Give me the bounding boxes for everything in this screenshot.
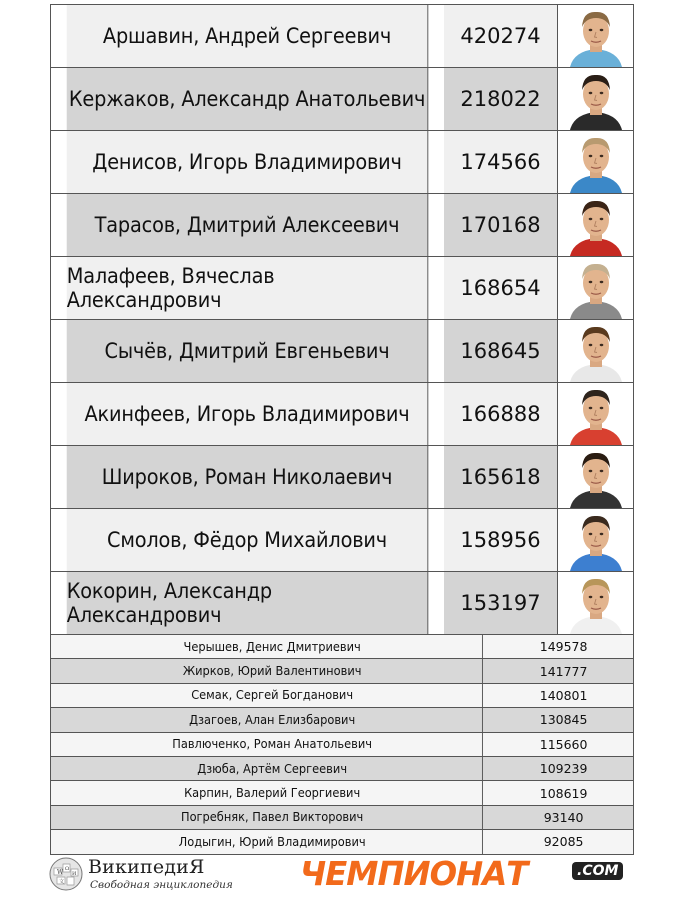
wikipedia-subtitle: Свободная энциклопедия — [90, 879, 233, 891]
player-name: Широков, Роман Николаевич — [67, 446, 429, 508]
player-name: Тарасов, Дмитрий Алексеевич — [67, 194, 429, 256]
table-row — [51, 635, 634, 659]
table-row — [51, 509, 634, 572]
player-photo — [558, 194, 634, 256]
other-players-list — [51, 635, 634, 855]
player-photo — [558, 320, 634, 382]
player-photo-malafeev — [566, 257, 626, 319]
table-row — [51, 830, 634, 854]
player-name: Семак, Сергей Богданович — [62, 684, 483, 707]
player-score: 92085 — [494, 830, 634, 853]
championat-logo-suffix: .COM — [572, 862, 623, 880]
table-row — [51, 733, 634, 757]
player-photo — [558, 5, 634, 67]
player-photo — [558, 68, 634, 130]
player-name: Денисов, Игорь Владимирович — [67, 131, 429, 193]
player-score: 218022 — [444, 68, 558, 130]
table-row — [51, 5, 634, 68]
player-photo-kokorin — [566, 572, 626, 634]
player-name: Кокорин, Александр Александрович — [67, 572, 429, 634]
table-row — [51, 572, 634, 635]
table-row — [51, 446, 634, 509]
table-row — [51, 194, 634, 257]
svg-text:Ω: Ω — [65, 866, 70, 872]
player-name: Карпин, Валерий Георгиевич — [62, 781, 483, 804]
player-name: Смолов, Фёдор Михайлович — [67, 509, 429, 571]
player-score: 420274 — [444, 5, 558, 67]
player-score: 149578 — [494, 635, 634, 658]
player-score: 130845 — [494, 708, 634, 731]
svg-text:W: W — [57, 869, 64, 876]
wikipedia-globe-icon — [48, 856, 84, 892]
player-photo-sychev — [566, 320, 626, 382]
player-name: Дзюба, Артём Сергеевич — [62, 757, 483, 780]
table-row — [51, 383, 634, 446]
player-photo-shirokov — [566, 446, 626, 508]
footer-logos — [0, 852, 680, 898]
player-score: 170168 — [444, 194, 558, 256]
player-photo-denisov — [566, 131, 626, 193]
player-score: 158956 — [444, 509, 558, 571]
player-score: 93140 — [494, 806, 634, 829]
table-row — [51, 320, 634, 383]
player-photo — [558, 446, 634, 508]
table-row — [51, 781, 634, 805]
player-name: Кержаков, Александр Анатольевич — [67, 68, 429, 130]
player-score: 168654 — [444, 257, 558, 319]
wikipedia-title: ВикипедиЯ — [88, 856, 205, 878]
player-score: 141777 — [494, 659, 634, 682]
table-row — [51, 708, 634, 732]
player-photo — [558, 572, 634, 634]
player-photo — [558, 131, 634, 193]
player-name: Дзагоев, Алан Елизбарович — [62, 708, 483, 731]
player-score: 140801 — [494, 684, 634, 707]
player-name: Сычёв, Дмитрий Евгеньевич — [67, 320, 429, 382]
player-photo — [558, 383, 634, 445]
ranking-table — [50, 4, 634, 855]
table-row — [51, 757, 634, 781]
player-photo-kerzhakov — [566, 68, 626, 130]
player-photo — [558, 257, 634, 319]
player-photo — [558, 509, 634, 571]
player-name: Черышев, Денис Дмитриевич — [62, 635, 483, 658]
player-photo-arshavin — [566, 5, 626, 67]
wikipedia-logo[interactable] — [48, 856, 238, 894]
player-photo-akinfeev — [566, 383, 626, 445]
player-name: Погребняк, Павел Викторович — [62, 806, 483, 829]
player-name: Акинфеев, Игорь Владимирович — [67, 383, 429, 445]
player-score: 153197 — [444, 572, 558, 634]
player-photo-tarasov — [566, 194, 626, 256]
player-score: 168645 — [444, 320, 558, 382]
player-photo-smolov — [566, 509, 626, 571]
player-score: 166888 — [444, 383, 558, 445]
player-score: 115660 — [494, 733, 634, 756]
svg-text:文: 文 — [59, 879, 65, 885]
player-name: Малафеев, Вячеслав Александрович — [67, 257, 429, 319]
player-score: 165618 — [444, 446, 558, 508]
player-score: 109239 — [494, 757, 634, 780]
table-row — [51, 684, 634, 708]
player-name: Жирков, Юрий Валентинович — [62, 659, 483, 682]
championat-logo-text: ЧЕМПИОНАТ — [300, 854, 528, 893]
player-score: 174566 — [444, 131, 558, 193]
player-score: 108619 — [494, 781, 634, 804]
player-name: Аршавин, Андрей Сергеевич — [67, 5, 429, 67]
table-row — [51, 68, 634, 131]
table-row — [51, 131, 634, 194]
table-row — [51, 806, 634, 830]
top-players-list — [51, 5, 634, 635]
player-name: Павлюченко, Роман Анатольевич — [62, 733, 483, 756]
table-row — [51, 257, 634, 320]
svg-text:И: И — [72, 871, 77, 877]
table-row — [51, 659, 634, 683]
player-name: Лодыгин, Юрий Владимирович — [62, 830, 483, 853]
